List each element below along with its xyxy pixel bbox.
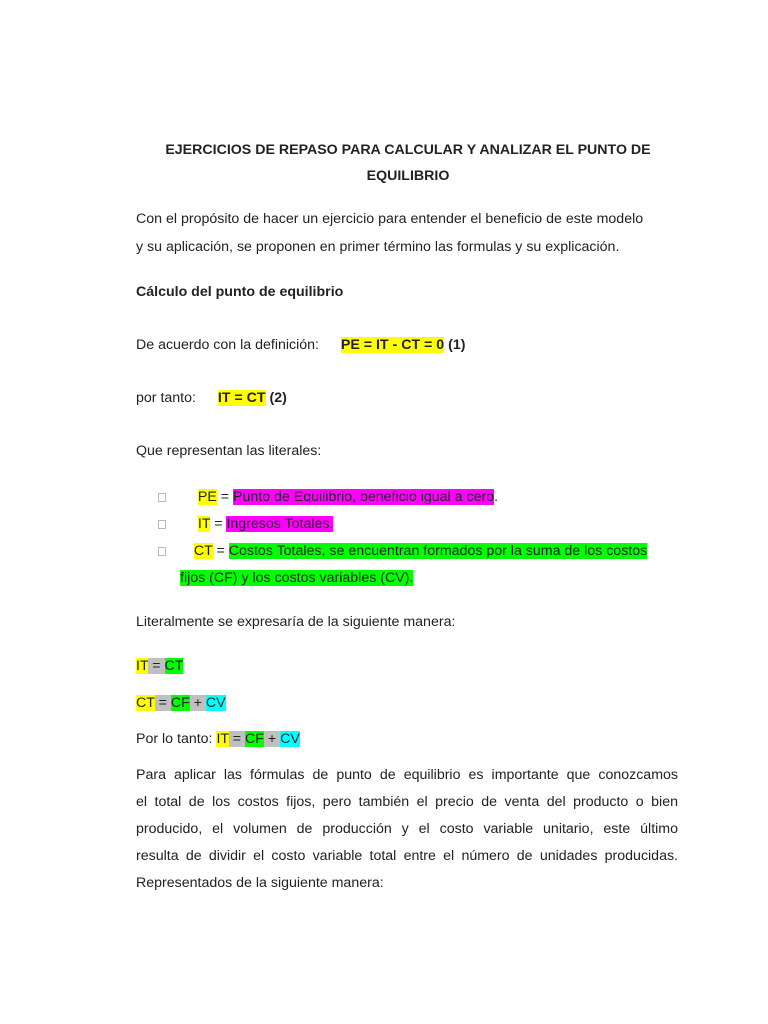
closing-text-1: Para aplicar las fórmulas de punto de equilibrio es importante que conozcamos bbox=[136, 767, 678, 783]
bullet-term: IT bbox=[197, 516, 211, 532]
bullet-tail: . bbox=[494, 489, 499, 505]
bullet-item-ct-continued bbox=[180, 565, 413, 592]
bullet-desc: Costos Totales, se encuentran formados por la suma de los costos bbox=[228, 543, 648, 559]
equation-ct-cf-cv bbox=[136, 690, 678, 718]
eq-term-ct: CT bbox=[164, 658, 184, 674]
literals-intro: Que representan las literales: bbox=[136, 443, 322, 459]
bullet-desc-continued: fijos (CF) y los costos variables (CV). bbox=[180, 570, 414, 586]
document-title-line-2: EQUILIBRIO bbox=[366, 168, 450, 184]
eq-plus: + bbox=[263, 731, 281, 747]
bullet-box-icon bbox=[158, 493, 166, 502]
bullet-term: CT bbox=[193, 543, 213, 559]
eq-plus: + bbox=[189, 695, 206, 711]
closing-line-2 bbox=[136, 789, 678, 817]
bullet-desc: Ingresos Totales. bbox=[226, 516, 334, 532]
equation-it-cf-cv bbox=[136, 726, 678, 754]
bullet-item-pe bbox=[158, 484, 498, 511]
eq-term-it: IT bbox=[216, 731, 229, 747]
closing-text-2: el total de los costos fijos, pero también el precio de venta del producto o bien bbox=[136, 794, 678, 810]
eq-term-cf: CF bbox=[170, 695, 190, 711]
definition-formula: PE = IT - CT = 0 bbox=[340, 337, 445, 353]
eq-term-cv: CV bbox=[205, 695, 226, 711]
eq-term-cf: CF bbox=[244, 731, 264, 747]
therefore-formula: IT = CT bbox=[217, 390, 266, 406]
bullet-term: PE bbox=[197, 489, 217, 505]
therefore-ref: (2) bbox=[269, 390, 287, 406]
closing-line-4 bbox=[136, 843, 678, 871]
eq-sign: = bbox=[154, 695, 171, 711]
bullet-eq: = bbox=[210, 516, 227, 532]
intro-line-2: y su aplicación, se proponen en primer término las formulas y su explicación. bbox=[136, 239, 620, 255]
eq-term-ct: CT bbox=[136, 695, 155, 711]
document-title-line-1: EJERCICIOS DE REPASO PARA CALCULAR Y ANALIZAR EL PUNTO DE bbox=[165, 142, 651, 158]
bullet-desc: Punto de Equilibrio, beneficio igual a cero bbox=[233, 489, 495, 505]
intro-line-1: Con el propósito de hacer un ejercicio para entender el beneficio de este modelo bbox=[136, 211, 644, 227]
eq-term-cv: CV bbox=[280, 731, 300, 747]
bullet-item-ct bbox=[158, 538, 647, 565]
equation-it-ct bbox=[136, 653, 678, 681]
bullet-eq: = bbox=[212, 543, 229, 559]
bullet-item-it bbox=[158, 511, 333, 538]
bullet-eq: = bbox=[216, 489, 234, 505]
closing-text-3: producido, el volumen de producción y el costo variable unitario, este último bbox=[136, 821, 678, 837]
closing-line-3 bbox=[136, 816, 678, 844]
section-heading: Cálculo del punto de equilibrio bbox=[136, 284, 344, 300]
eq-term-it: IT bbox=[136, 658, 149, 674]
definition-line bbox=[136, 332, 678, 360]
closing-text-4: resulta de dividir el costo variable total entre el número de unidades producidas. bbox=[136, 848, 678, 864]
therefore-line bbox=[136, 385, 678, 413]
definition-label: De acuerdo con la definición: bbox=[136, 337, 319, 353]
eq-prefix: Por lo tanto: bbox=[136, 731, 217, 747]
eq-sign: = bbox=[148, 658, 165, 674]
bullet-box-icon bbox=[158, 520, 166, 529]
bullet-box-icon bbox=[158, 547, 166, 556]
definition-ref: (1) bbox=[448, 337, 466, 353]
literal-expression-intro: Literalmente se expresaría de la siguiente manera: bbox=[136, 614, 456, 630]
therefore-label: por tanto: bbox=[136, 390, 196, 406]
eq-sign: = bbox=[228, 731, 245, 747]
closing-line-5: Representados de la siguiente manera: bbox=[136, 875, 384, 891]
closing-line-1 bbox=[136, 762, 678, 790]
